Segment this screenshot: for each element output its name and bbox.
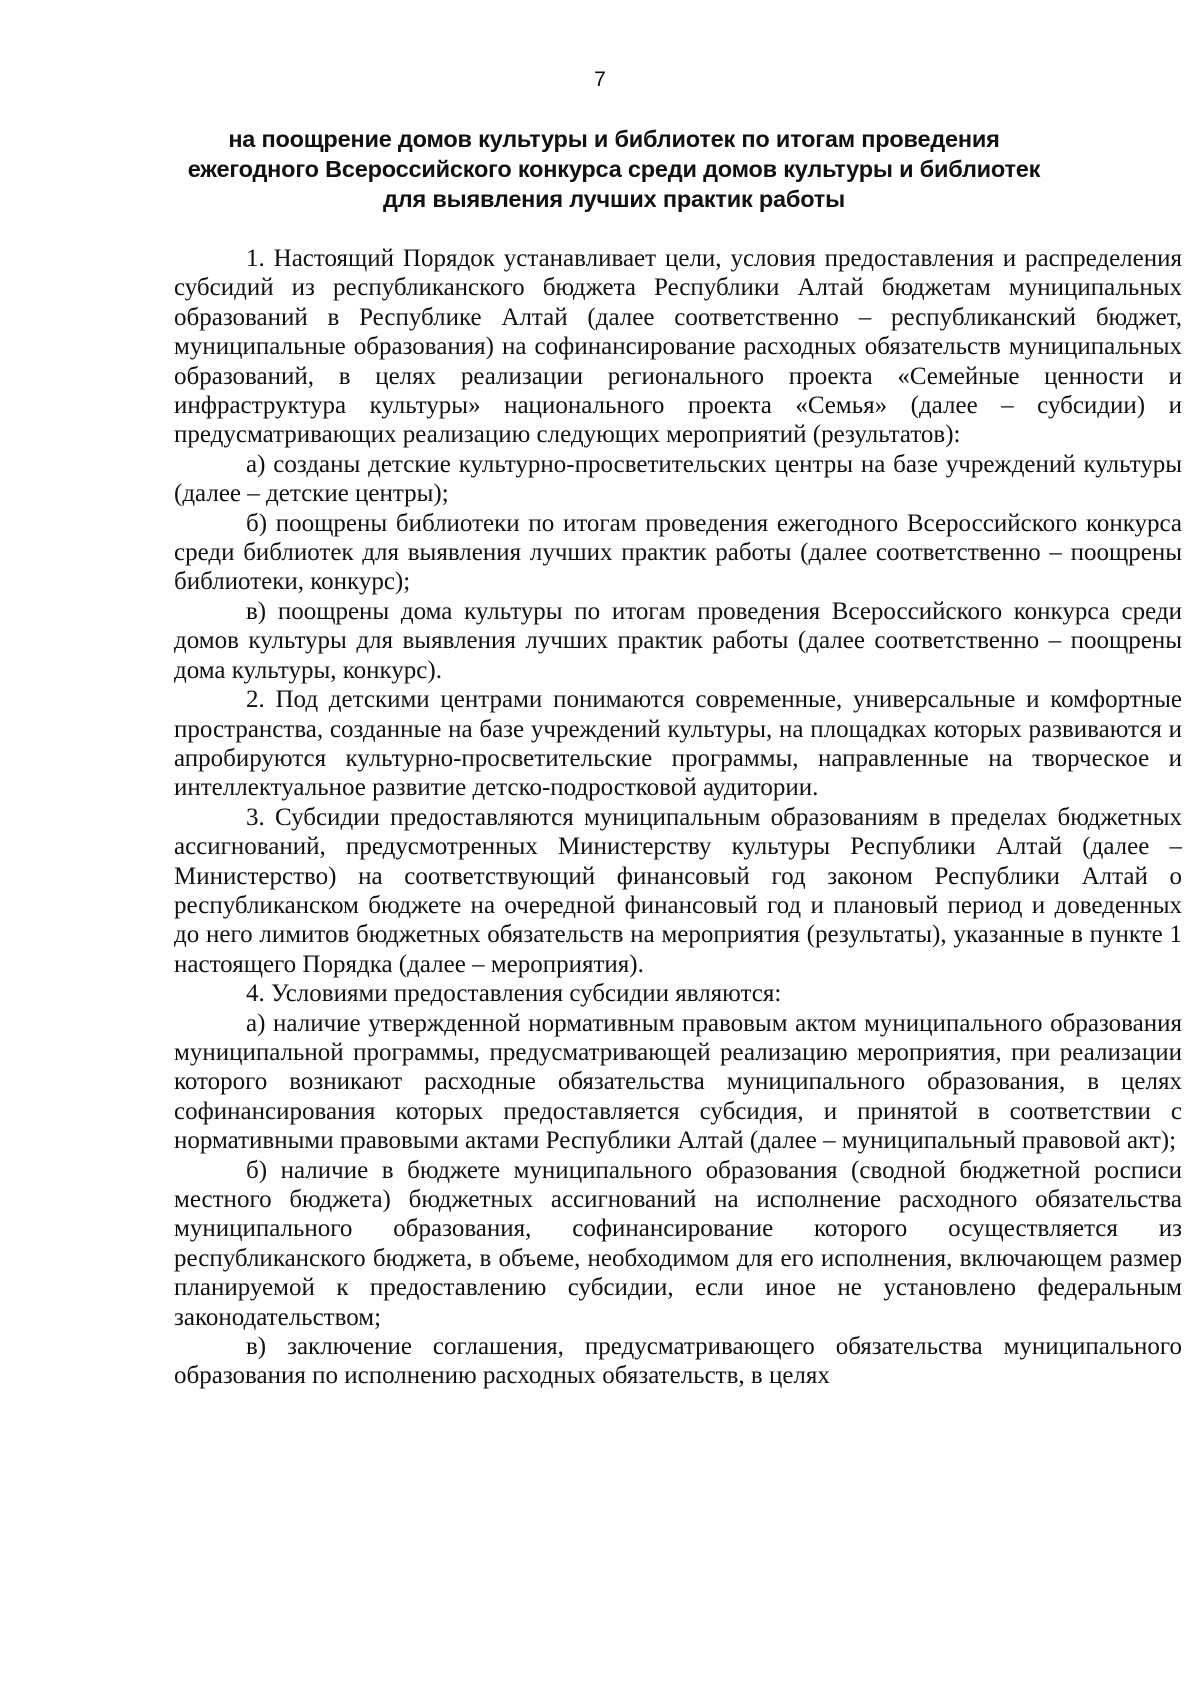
document-heading: на поощрение домов культуры и библиотек по итогам проведения ежегодного Всероссийского конкурса среди домов культуры и библиотек для выявления лучших практик работы [187, 126, 1041, 212]
paragraph-4b: б) наличие в бюджете муниципального образования (сводной бюджетной росписи местного бюджета) бюджетных ассигнований на исполнение расходного обязательства муниципального образования, софинансирование которого осуществляется из республиканского бюджета, в объеме, необходимом для его исполнения, включающем размер планируемой к предоставлению субсидии, если иное не установлено федеральным законодательством; [174, 1156, 1182, 1331]
paragraph-1v: в) поощрены дома культуры по итогам проведения Всероссийского конкурса среди домов культуры для выявления лучших практик работы (далее соответственно – поощрены дома культуры, конкурс). [174, 597, 1182, 684]
paragraph-1: 1. Настоящий Порядок устанавливает цели, условия предоставления и распределения субсидий из республиканского бюджета Республики Алтай бюджетам муниципальных образований в Республике Алтай (далее соответственно – республиканский бюджет, муниципальные образования) на софинансирование расходных обязательств муниципальных образований, в целях реализации регионального проекта «Семейные ценности и инфраструктура культуры» национального проекта «Семья» (далее – субсидии) и предусматривающих реализацию следующих мероприятий (результатов): [174, 245, 1182, 449]
paragraph-4: 4. Условиями предоставления субсидии являются: [246, 980, 782, 1008]
page-number: 7 [594, 68, 606, 91]
paragraph-2: 2. Под детскими центрами понимаются современные, универсальные и комфортные пространства, созданные на базе учреждений культуры, на площадках которых развиваются и апробируются культурно-просветительские программы, направленные на творческое и интеллектуальное развитие детско-подростковой аудитории. [174, 686, 1182, 802]
document-body [174, 244, 1182, 1391]
paragraph-4v: в) заключение соглашения, предусматривающего обязательства муниципального образования по исполнению расходных обязательств, в целях [174, 1333, 1182, 1390]
paragraph-4a: а) наличие утвержденной нормативным правовым актом муниципального образования муниципальной программы, предусматривающей реализацию мероприятия, при реализации которого возникают расходные обязательства муниципального образования, в целях софинансирования которых предоставляется субсидия, и принятой в соответствии с нормативными правовыми актами Республики Алтай (далее – муниципальный правовой акт); [174, 1009, 1182, 1155]
paragraph-1a: а) созданы детские культурно-просветительских центры на базе учреждений культуры (далее – детские центры); [174, 450, 1182, 508]
paragraph-1b: б) поощрены библиотеки по итогам проведения ежегодного Всероссийского конкурса среди библиотек для выявления лучших практик работы (далее соответственно – поощрены библиотеки, конкурс); [174, 509, 1182, 596]
paragraph-3: 3. Субсидии предоставляются муниципальным образованиям в пределах бюджетных ассигнований, предусмотренных Министерству культуры Республики Алтай (далее – Министерство) на соответствующий финансовый год законом Республики Алтай о республиканском бюджете на очередной финансовый год и плановый период и доведенных до него лимитов бюджетных обязательств на мероприятия (результаты), указанные в пункте 1 настоящего Порядка (далее – мероприятия). [174, 803, 1182, 978]
